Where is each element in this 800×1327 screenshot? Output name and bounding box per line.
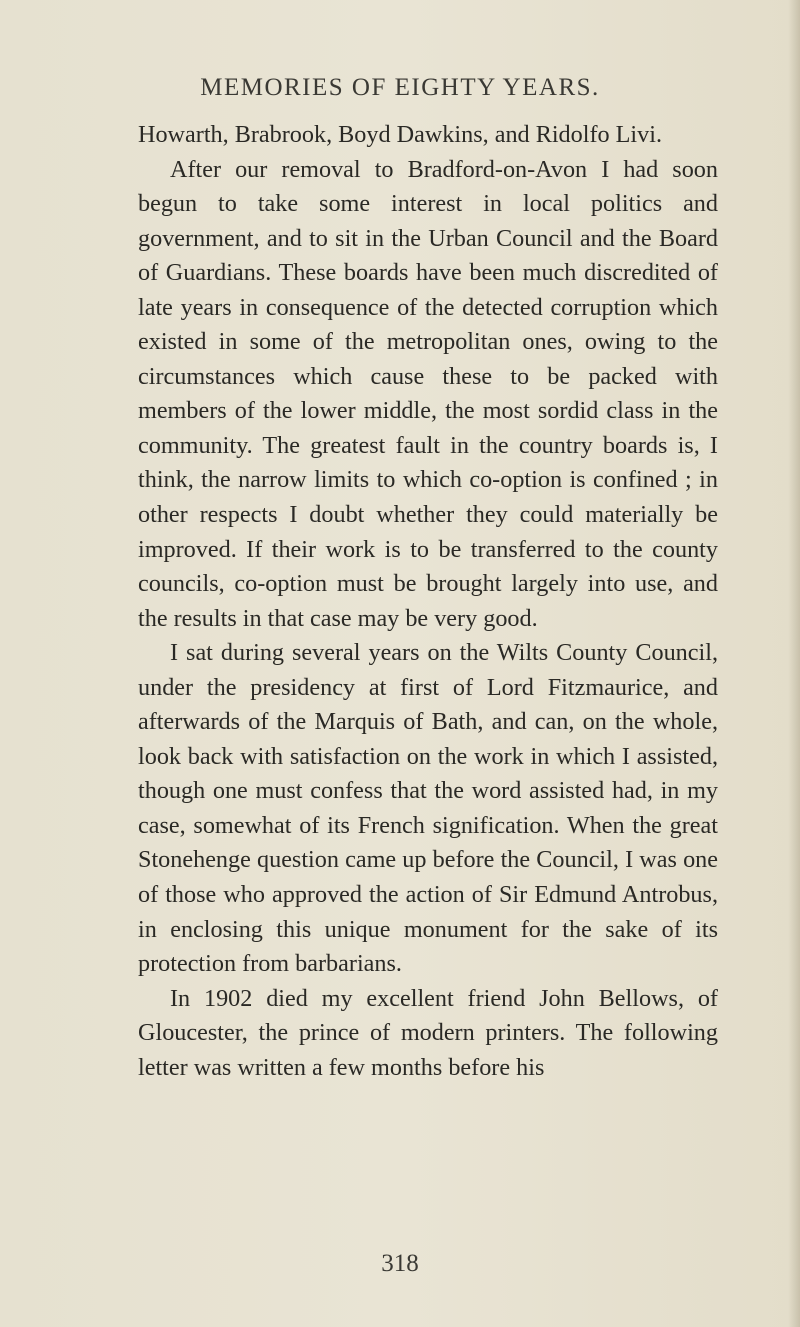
body-text [138, 118, 718, 1085]
running-title: MEMORIES OF EIGHTY YEARS. [200, 74, 600, 101]
paragraph-county-council: I sat during several years on the Wilts County Council, under the presidency at first of Lord Fitzmaurice, and afterwards of the Marquis of Bath, and can, on the whole, look back with satisfaction on the work in which I assisted, though one must confess that the word assisted had, in my case, somewhat of its French signification. When the great Stonehenge question came up before the Council, I was one of those who approved the action of Sir Edmund Antrobus, in enclosing this unique monument for the sake of its protection from barbarians. [138, 639, 718, 978]
paragraph-john-bellows: In 1902 died my excellent friend John Bellows, of Gloucester, the prince of modern printers. The following letter was written a few months before his [138, 984, 718, 1081]
paragraph-continuation: Howarth, Brabrook, Boyd Dawkins, and Ridolfo Livi. [138, 121, 662, 148]
page-edge-shadow [788, 0, 800, 1327]
paragraph-local-politics: After our removal to Bradford-on-Avon I had soon begun to take some interest in local politics and government, and to sit in the Urban Council and the Board of Guardians. These boards have been much discredited of late years in consequence of the detected corruption which existed in some of the metropolitan ones, owing to the circumstances which cause these to be packed with members of the lower middle, the most sordid class in the community. The greatest fault in the country boards is, I think, the narrow limits to which co-option is confined ; in other respects I doubt whether they could materially be improved. If their work is to be transferred to the county councils, co-option must be brought largely into use, and the results in that case may be very good. [138, 155, 718, 632]
page-number: 318 [381, 1250, 419, 1277]
